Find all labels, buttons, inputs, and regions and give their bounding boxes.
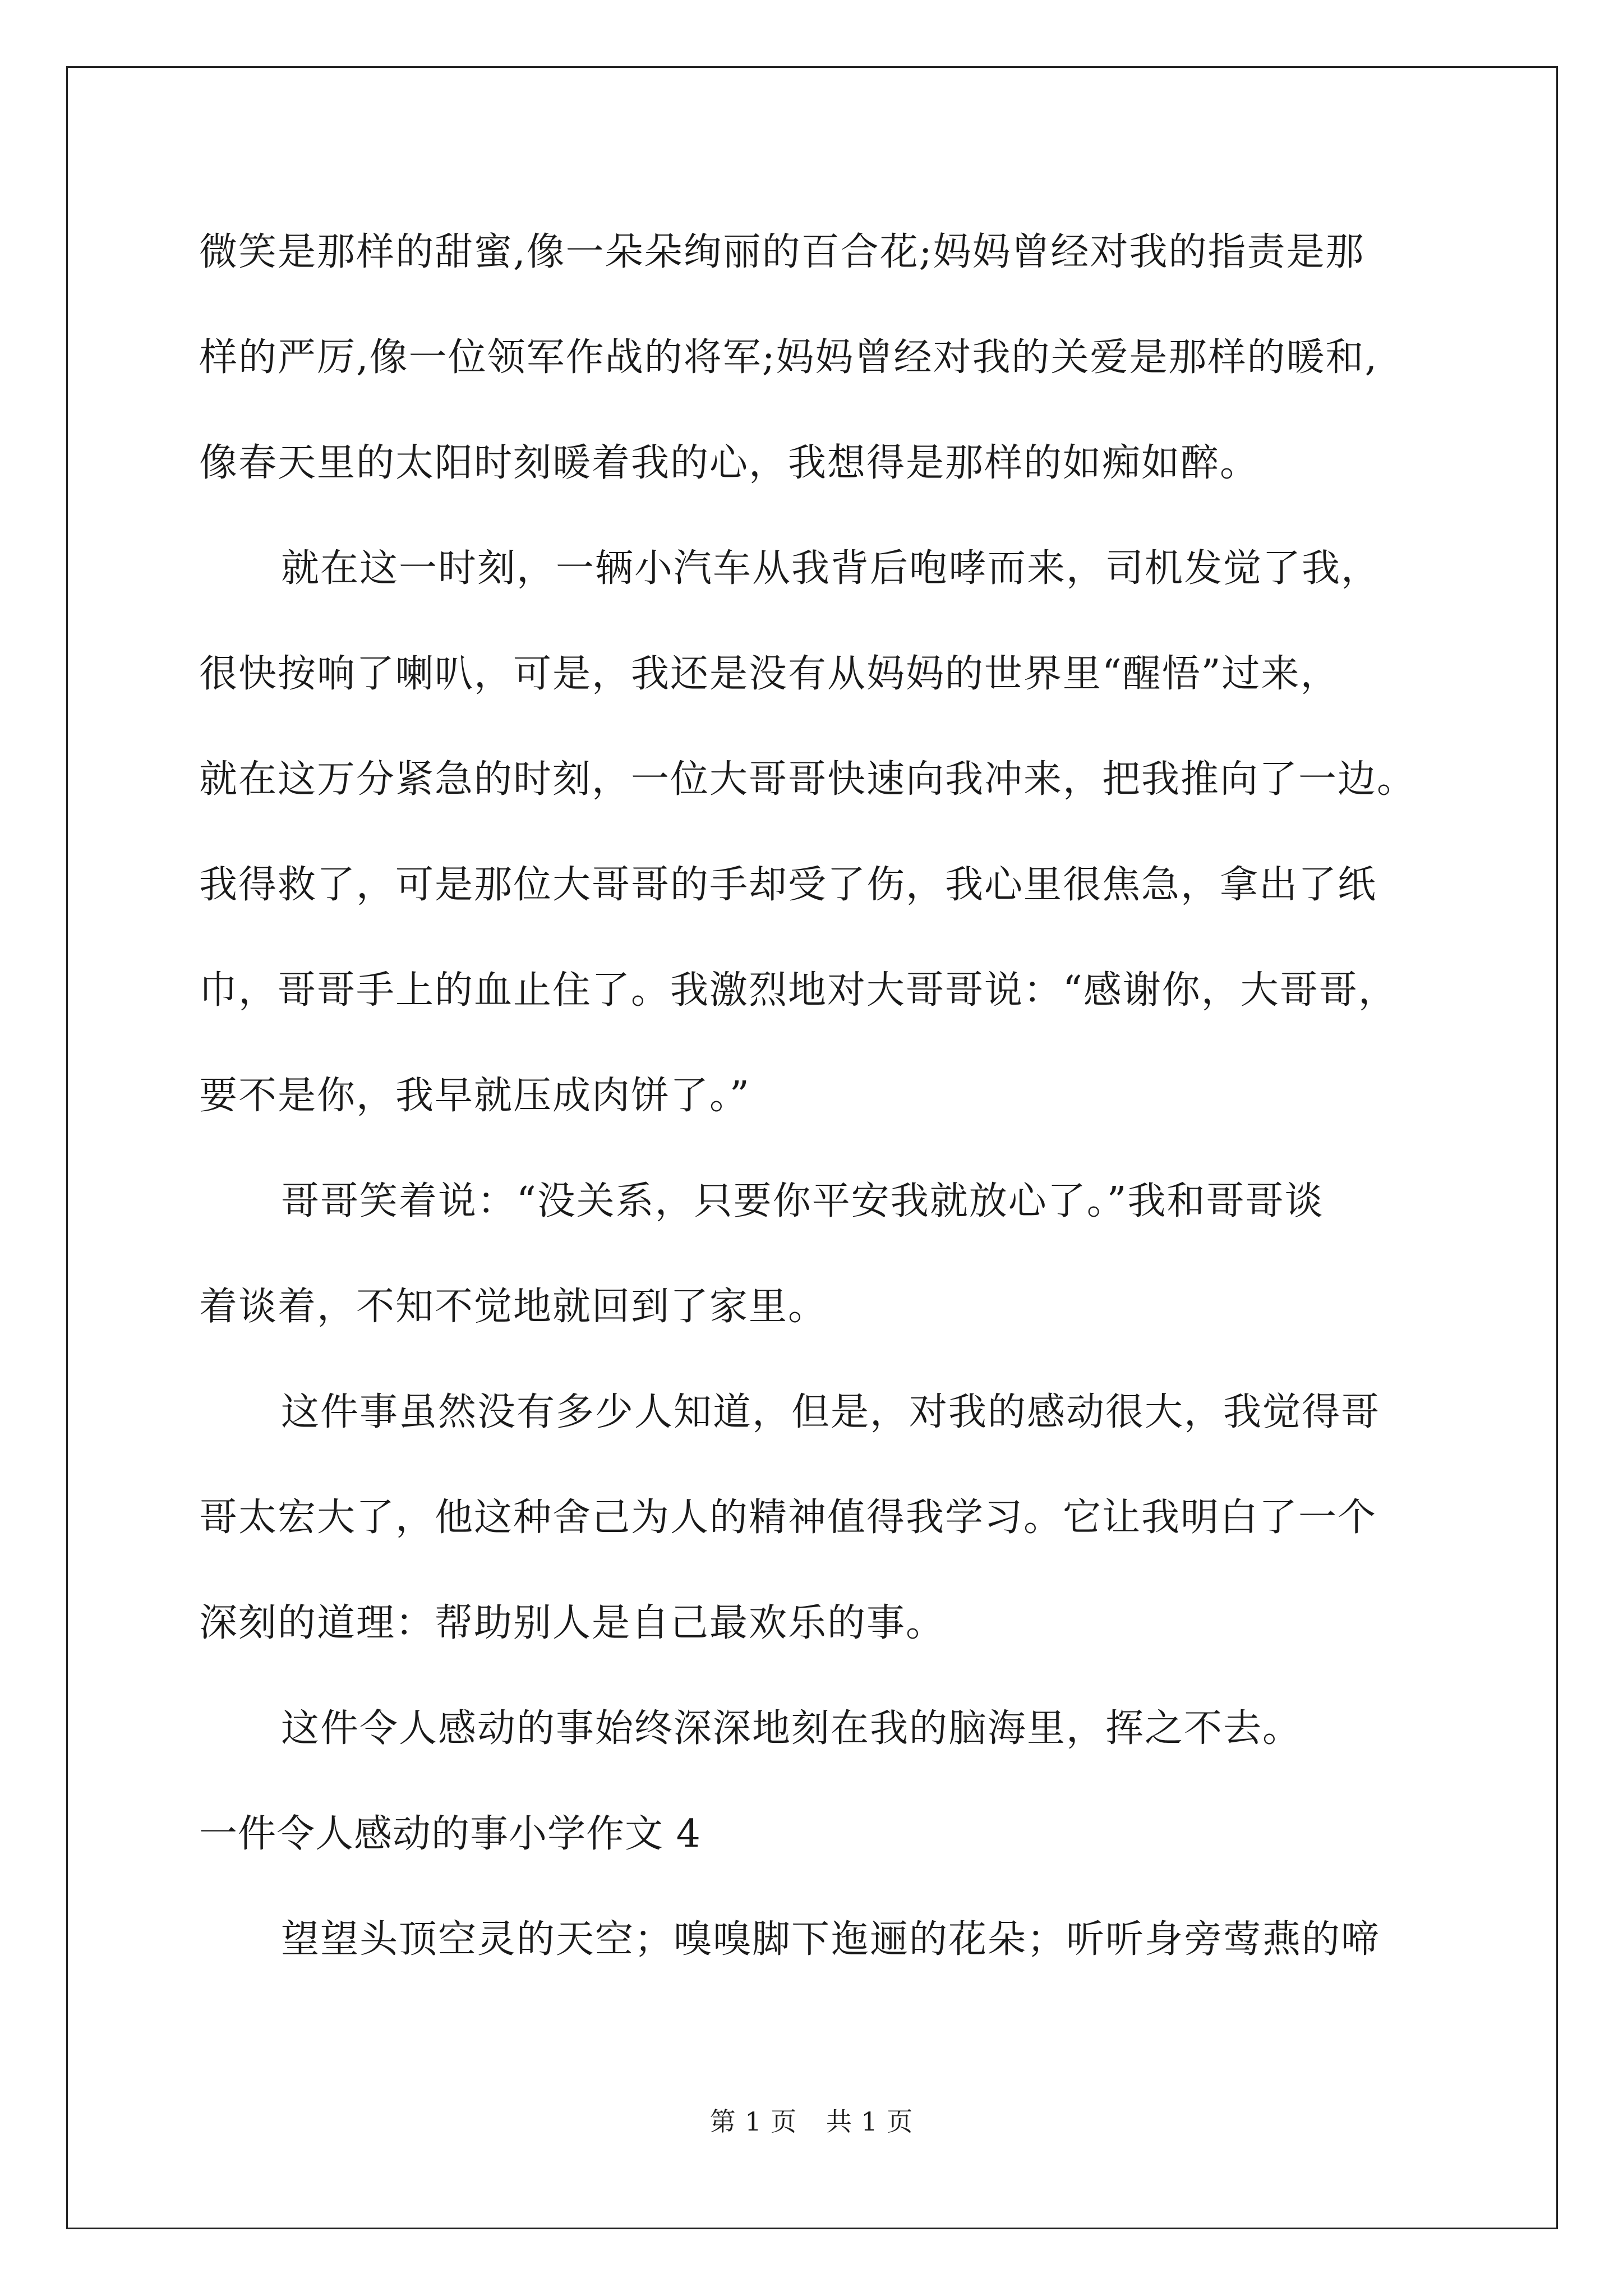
text-line: 要不是你，我早就压成肉饼了。” [199, 1074, 750, 1118]
text-line: 巾，哥哥手上的血止住了。我激烈地对大哥哥说：“感谢你，大哥哥， [199, 968, 1398, 1013]
text-line: 微笑是那样的甜蜜,像一朵朵绚丽的百合花;妈妈曾经对我的指责是那 [199, 230, 1365, 274]
text-line: 样的严厉,像一位领军作战的将军;妈妈曾经对我的关爱是那样的暖和, [199, 335, 1378, 380]
page-footer [0, 2105, 1623, 2138]
paragraph-start-line: 望望头顶空灵的天空；嗅嗅脚下迤逦的花朵；听听身旁莺燕的啼 [281, 1917, 1381, 1962]
text-line: 像春天里的太阳时刻暖着我的心，我想得是那样的如痴如醉。 [199, 441, 1260, 485]
text-line: 深刻的道理：帮助别人是自己最欢乐的事。 [199, 1601, 946, 1645]
text-line: 很快按响了喇叭，可是，我还是没有从妈妈的世界里“醒悟”过来， [199, 652, 1340, 696]
text-line: 哥太宏大了，他这种舍己为人的精神值得我学习。它让我明白了一个 [199, 1496, 1377, 1540]
paragraph-start-line: 这件令人感动的事始终深深地刻在我的脑海里，挥之不去。 [281, 1706, 1302, 1751]
text-line: 着谈着，不知不觉地就回到了家里。 [199, 1285, 828, 1329]
paragraph-start-line: 这件事虽然没有多少人知道，但是，对我的感动很大，我觉得哥 [281, 1390, 1381, 1434]
text-line: 就在这万分紧急的时刻，一位大哥哥快速向我冲来，把我推向了一边。 [199, 757, 1417, 802]
paragraph-start-line: 哥哥笑着说：“没关系，只要你平安我就放心了。”我和哥哥谈 [281, 1179, 1324, 1223]
text-line: 我得救了，可是那位大哥哥的手却受了伤，我心里很焦急，拿出了纸 [199, 863, 1377, 907]
paragraph-start-line: 就在这一时刻，一辆小汽车从我背后咆哮而来，司机发觉了我， [281, 546, 1381, 591]
document-body [199, 219, 1478, 2012]
page-total: 共 1 页 [826, 2106, 914, 2137]
page-number: 第 1 页 [709, 2106, 797, 2137]
section-heading: 一件令人感动的事小学作文 4 [199, 1812, 701, 1856]
